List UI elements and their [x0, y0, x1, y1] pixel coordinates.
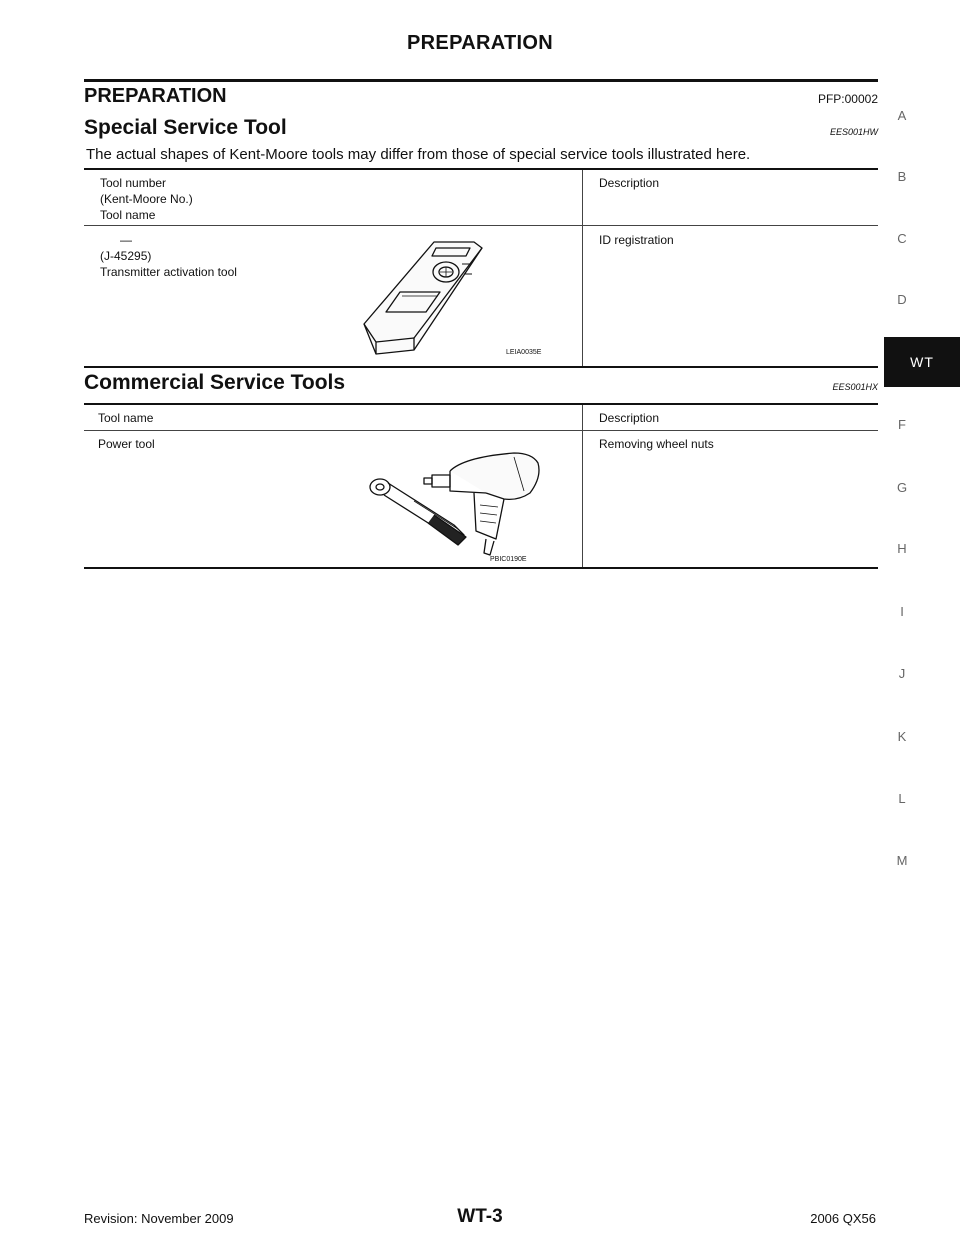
transmitter-activation-tool-image: [354, 234, 554, 359]
tool-name: Transmitter activation tool: [100, 265, 237, 279]
table-header-row: [84, 170, 878, 225]
section-title: PREPARATION: [84, 85, 227, 107]
section-code: PFP:00002: [817, 92, 878, 106]
footer-revision: Revision: November 2009: [84, 1211, 234, 1226]
table-row: [84, 225, 878, 366]
tool-description: ID registration: [599, 233, 674, 247]
table-row: [84, 430, 878, 567]
side-index-c[interactable]: C: [897, 231, 907, 246]
commercial-tools-code: EES001HX: [832, 382, 878, 392]
footer-model: 2006 QX56: [810, 1211, 876, 1226]
table-header-row: [84, 405, 878, 430]
header-kent-moore-no: (Kent-Moore No.): [100, 192, 193, 206]
tool-kent-moore-no: (J-45295): [100, 249, 152, 263]
header-tool-number: Tool number: [100, 176, 167, 190]
special-tool-heading: Special Service Tool: [84, 116, 287, 139]
special-tool-table: [84, 168, 878, 368]
commercial-tools-heading: Commercial Service Tools: [84, 371, 346, 394]
header-tool-name: Tool name: [98, 411, 154, 425]
figure-label-leia0035e: LEIA0035E: [506, 349, 542, 356]
side-index-k[interactable]: K: [897, 729, 907, 744]
special-tool-code: EES001HW: [829, 127, 878, 137]
side-index-l[interactable]: L: [898, 791, 906, 806]
side-index-m[interactable]: M: [896, 853, 908, 868]
side-index-a[interactable]: A: [897, 108, 907, 123]
header-description: Description: [599, 176, 660, 190]
special-tool-note: The actual shapes of Kent-Moore tools may differ from those of special service tools illustrated here.: [86, 146, 751, 163]
side-index-d[interactable]: D: [897, 292, 907, 307]
side-index-j[interactable]: J: [898, 666, 906, 681]
side-index-b[interactable]: B: [897, 169, 907, 184]
commercial-tool-table: [84, 403, 878, 569]
tool-description: Removing wheel nuts: [599, 437, 714, 451]
power-tool-image: [354, 441, 554, 563]
side-index-h[interactable]: H: [897, 541, 907, 556]
tool-name: Power tool: [98, 437, 155, 451]
header-description: Description: [599, 411, 660, 425]
side-index-wt-active[interactable]: WT: [884, 337, 960, 387]
page-header-title: PREPARATION: [407, 32, 553, 54]
side-index-i[interactable]: I: [900, 604, 904, 619]
side-index-g[interactable]: G: [896, 480, 908, 495]
tool-number-dash: —: [120, 233, 132, 247]
side-index-f[interactable]: F: [898, 417, 906, 432]
header-tool-name: Tool name: [100, 208, 156, 222]
header-rule: [84, 79, 878, 82]
figure-label-pbic0190e: PBIC0190E: [490, 556, 527, 563]
footer-page-number: WT-3: [457, 1206, 503, 1227]
